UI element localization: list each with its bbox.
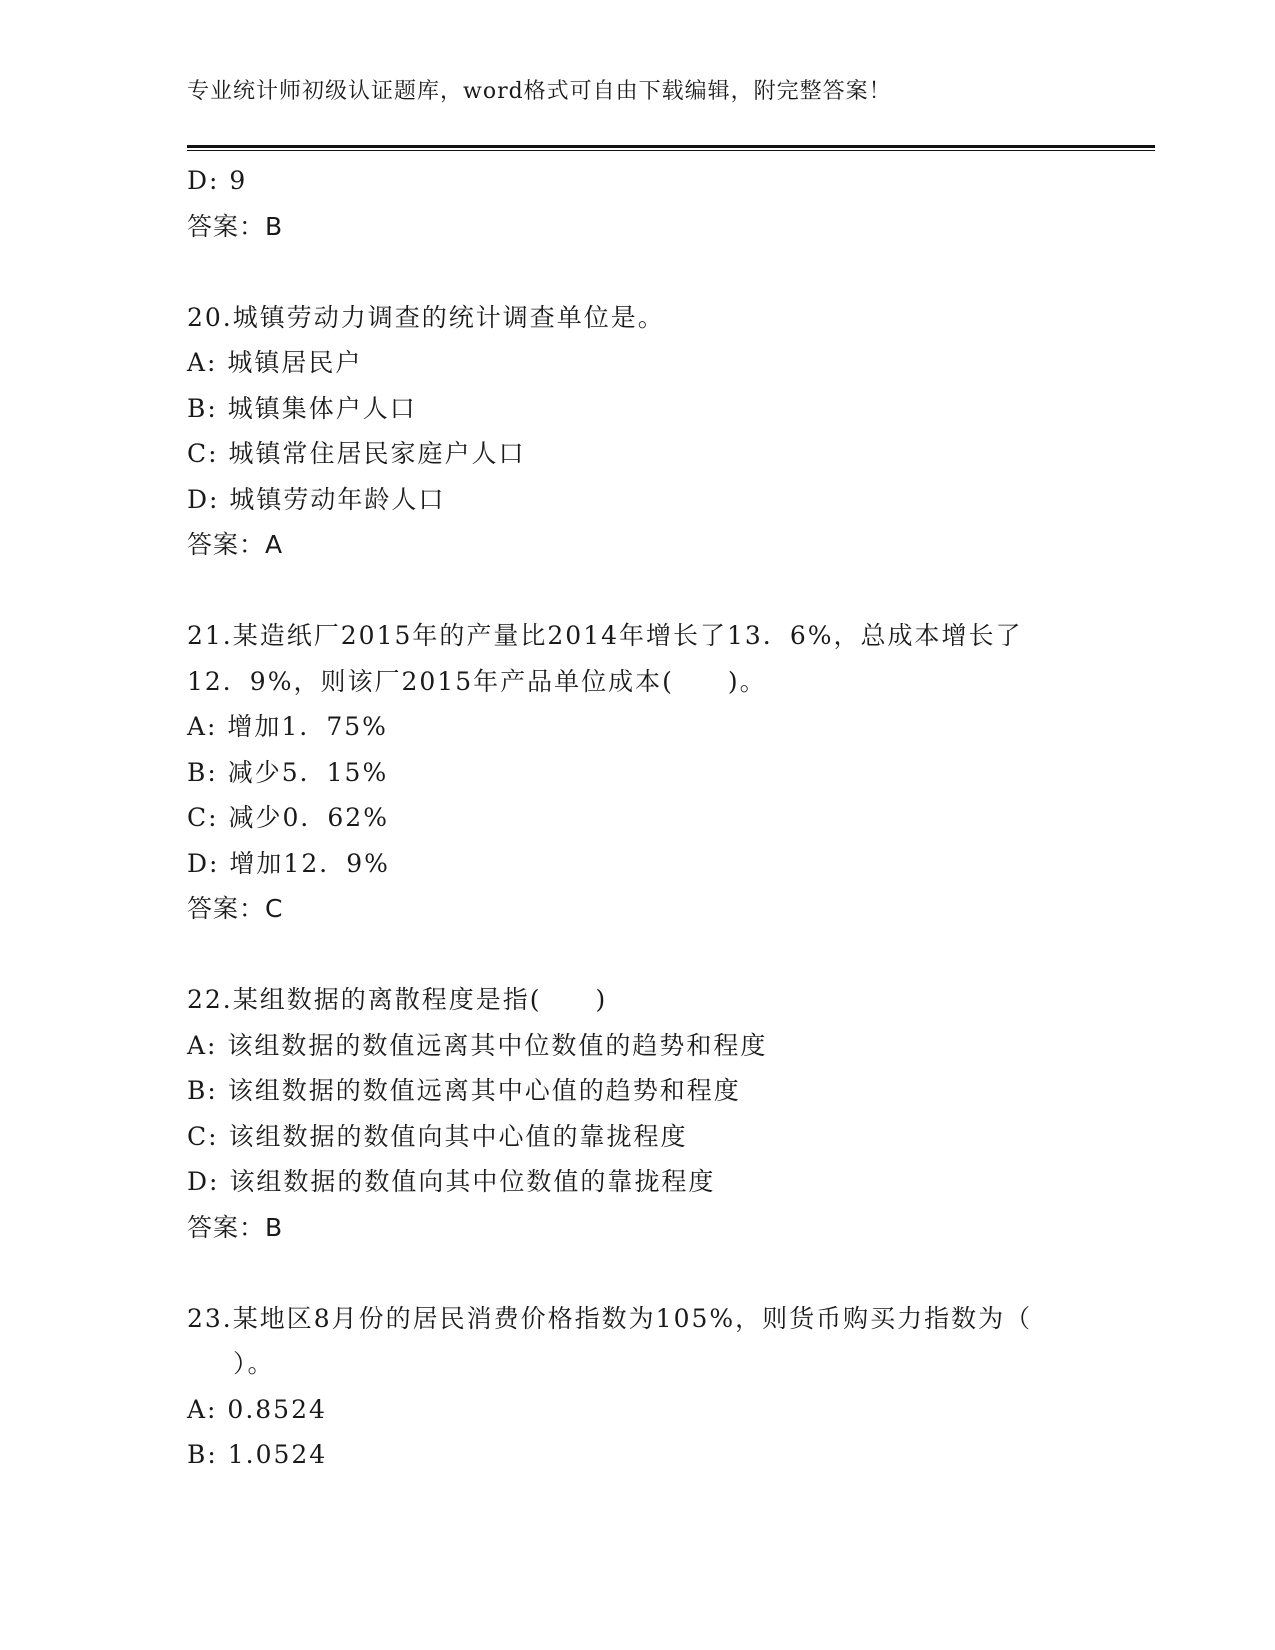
option-a: A: 城镇居民户: [187, 348, 363, 377]
answer: 答案：B: [187, 1212, 284, 1242]
header-divider-thin: [187, 150, 1155, 151]
question-stem: 23.某地区8月份的居民消费价格指数为105%，则货币购买力指数为（: [187, 1303, 1033, 1333]
option-c: C: 该组数据的数值向其中心值的靠拢程度: [187, 1121, 688, 1151]
page-header: 专业统计师初级认证题库，word格式可自由下载编辑，附完整答案！: [187, 79, 892, 104]
question-stem: 21.某造纸厂2015年的产量比2014年增长了13．6%，总成本增长了: [187, 621, 1023, 650]
option-a: A: 0.8524: [187, 1394, 327, 1424]
answer: 答案：C: [187, 894, 284, 923]
question-stem: 22.某组数据的离散程度是指( ): [187, 985, 608, 1014]
option-a: A: 增加1．75%: [187, 712, 388, 741]
option-b: B: 减少5．15%: [187, 757, 389, 787]
answer: 答案：B: [187, 211, 284, 241]
question-stem-continued: 12．9%，则该厂2015年产品单位成本( )。: [187, 666, 767, 696]
option-d: D: 9: [187, 166, 248, 195]
header-divider-thick: [187, 145, 1155, 148]
option-d: D: 增加12．9%: [187, 848, 390, 878]
spacer: [187, 249, 1087, 295]
question-stem-continued: ）。: [233, 1349, 275, 1378]
spacer: [187, 932, 1087, 978]
spacer: [187, 1250, 1087, 1296]
answer: 答案：A: [187, 530, 284, 559]
option-c: C: 城镇常住居民家庭户人口: [187, 439, 526, 468]
spacer: [187, 568, 1087, 614]
option-c: C: 减少0．62%: [187, 803, 389, 832]
option-b: B: 该组数据的数值远离其中心值的趋势和程度: [187, 1076, 741, 1105]
option-a: A: 该组数据的数值远离其中位数值的趋势和程度: [187, 1030, 768, 1060]
option-d: D: 城镇劳动年龄人口: [187, 484, 446, 514]
question-stem: 20.城镇劳动力调查的统计调查单位是。: [187, 302, 665, 332]
option-d: D: 该组数据的数值向其中位数值的靠拢程度: [187, 1167, 716, 1196]
question-list: [187, 158, 1087, 1478]
option-b: B: 1.0524: [187, 1440, 328, 1469]
option-b: B: 城镇集体户人口: [187, 393, 417, 423]
